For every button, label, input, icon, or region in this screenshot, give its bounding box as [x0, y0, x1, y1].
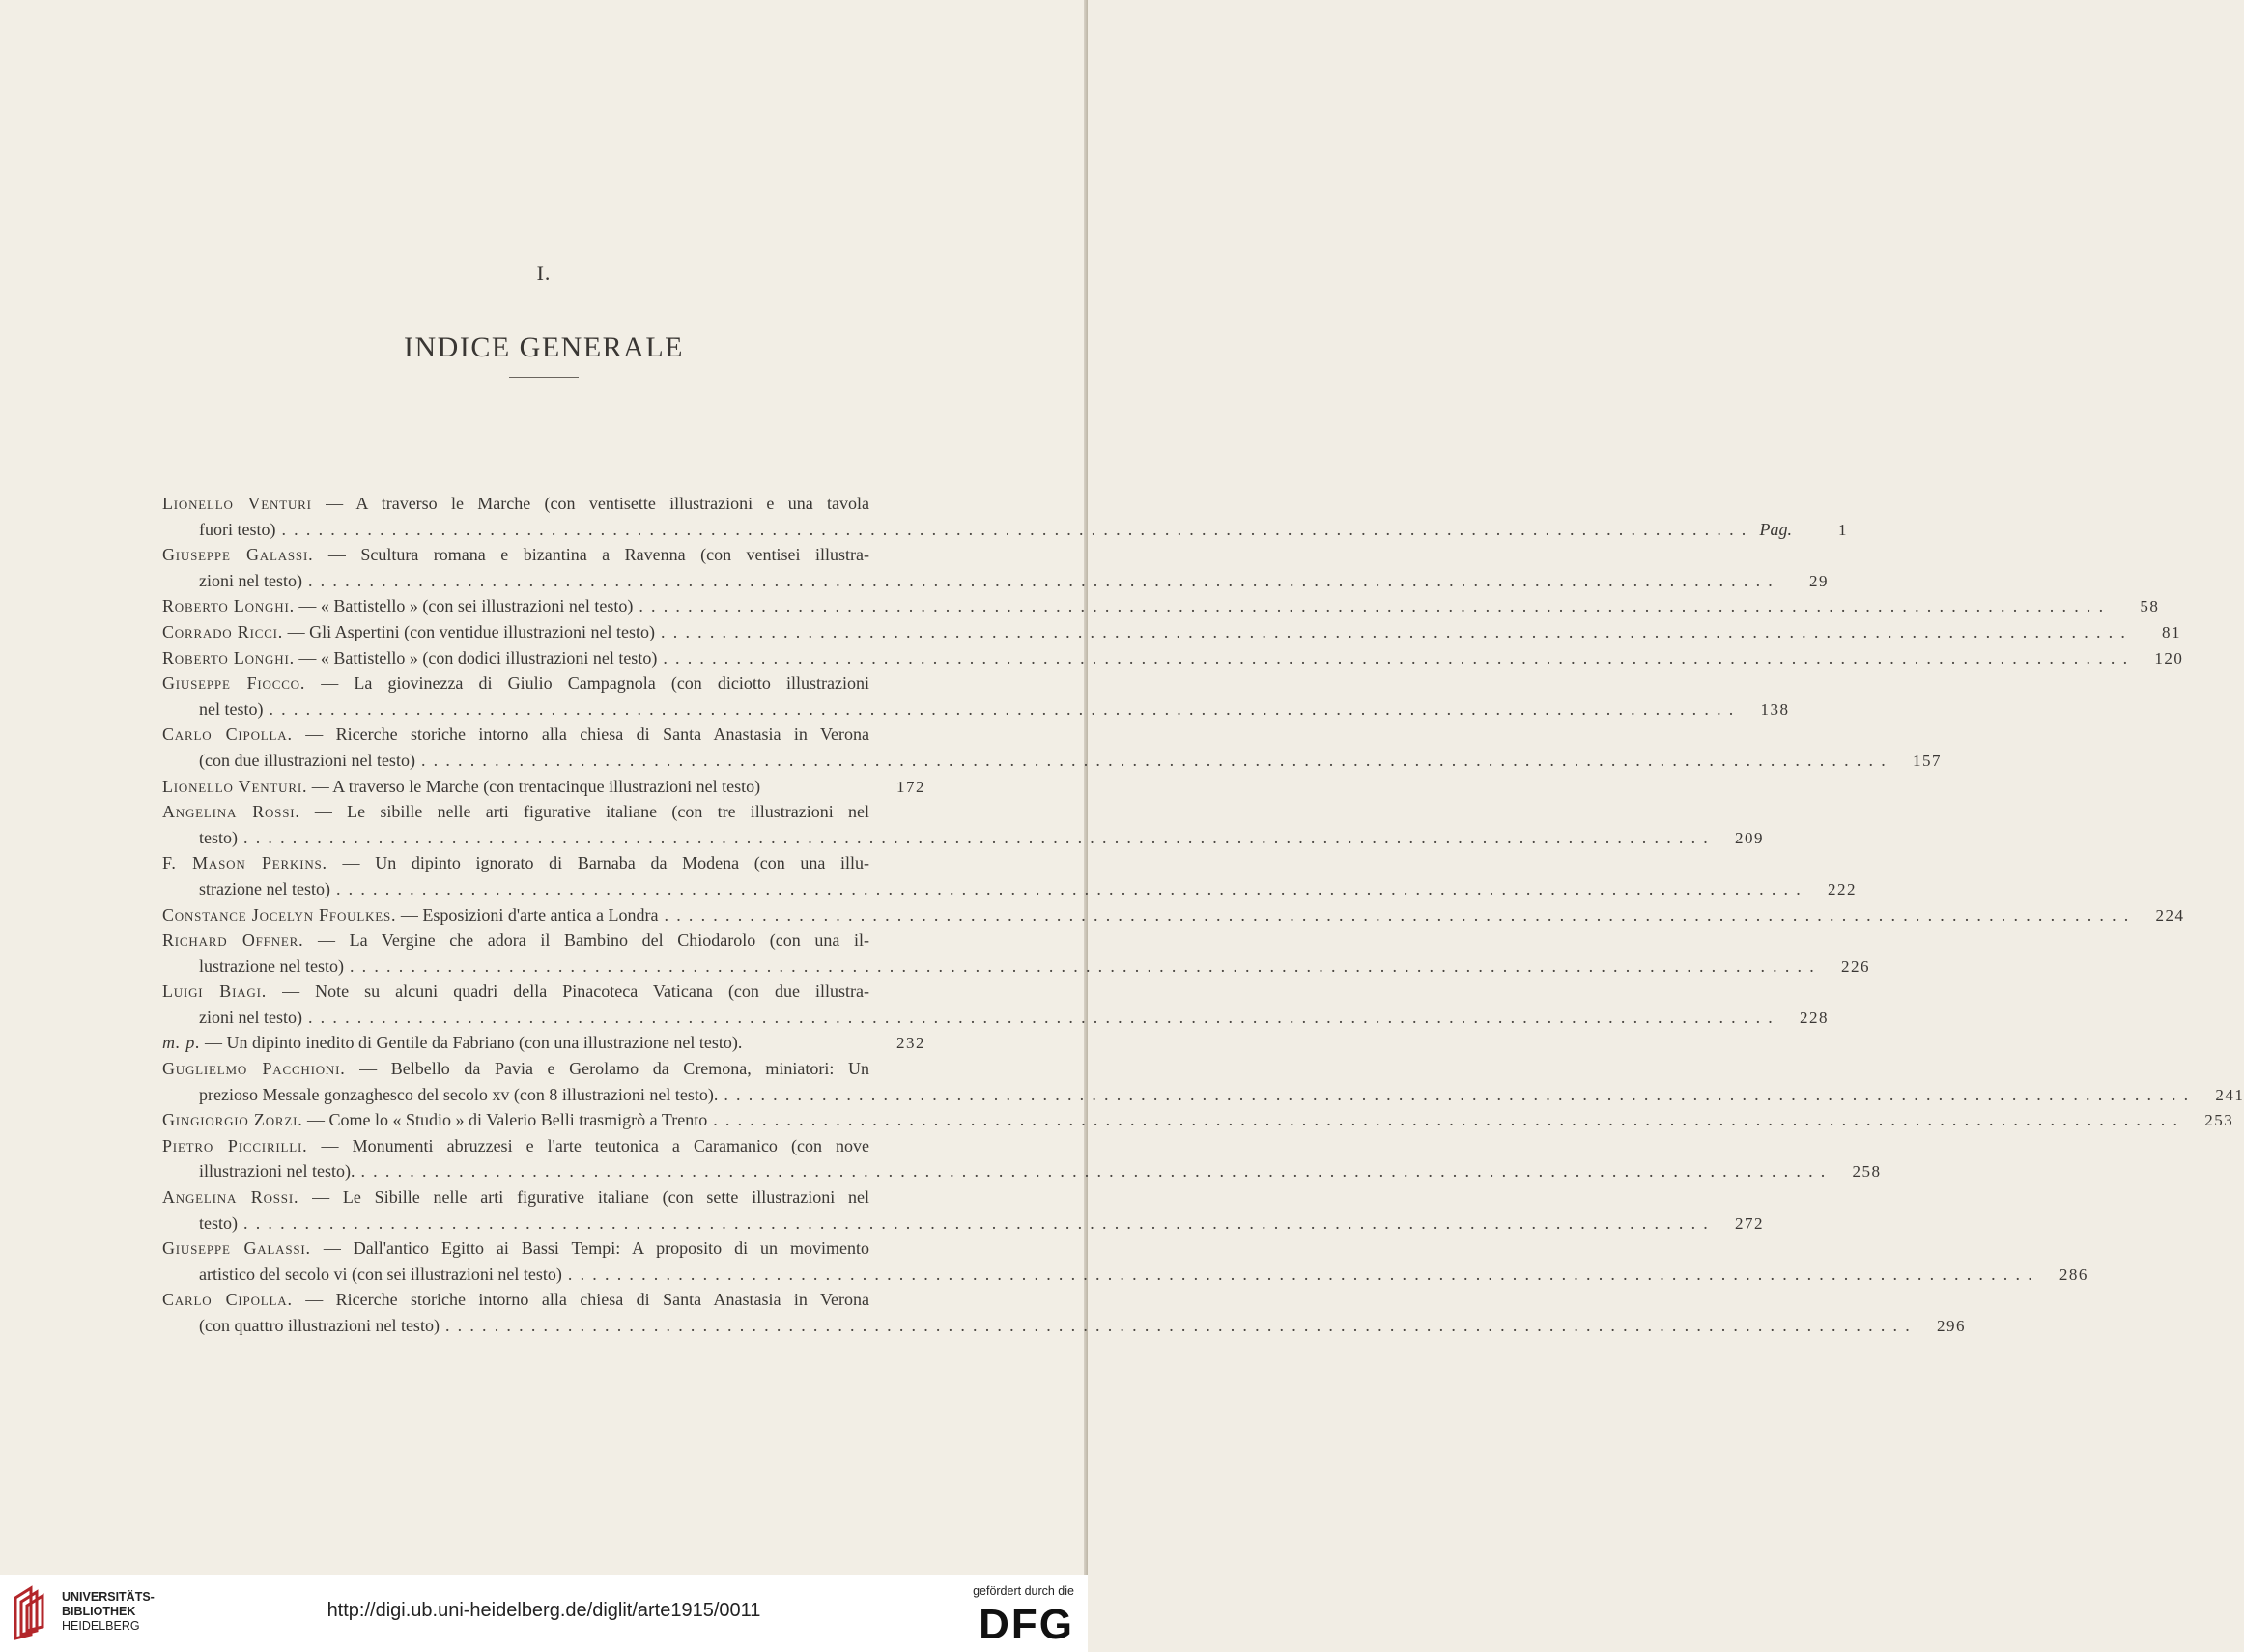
toc-entry-text: [199, 1082, 718, 1108]
toc-entry-text: [199, 568, 302, 594]
dfg-logo: DFG: [979, 1601, 1074, 1648]
toc-title-text: — La Vergine che adora il Bambino del Chiodarolo (con una il-: [318, 930, 870, 951]
toc-entry-text: [199, 1262, 562, 1288]
toc-title-text: — Le Sibille nelle arti figurative italiane (con sette illustrazioni nel: [312, 1187, 870, 1208]
toc-title-text: (con due illustrazioni nel testo): [199, 750, 415, 770]
toc-page-number: 222: [1827, 879, 1857, 898]
toc-title-text: — Ricerche storiche intorno alla chiesa di Santa Anastasia in Verona: [305, 1290, 869, 1310]
toc-entry: [162, 670, 1790, 722]
toc-title-text: (con quattro illustrazioni nel testo): [199, 1316, 440, 1335]
toc-entry: [162, 902, 2185, 928]
toc-entry-line: [162, 1262, 2088, 1288]
toc-title-text: — Le sibille nelle arti figurative italiane (con tre illustrazioni nel: [314, 802, 869, 822]
toc-entry-line: [162, 876, 1857, 902]
toc-title-text: lustrazione nel testo): [199, 955, 344, 976]
toc-author: F. Mason Perkins.: [162, 853, 327, 873]
toc-author: Richard Offner.: [162, 930, 304, 951]
toc-page-number: 296: [1936, 1317, 1966, 1335]
toc-entry: [162, 619, 2182, 645]
source-url-link[interactable]: http://digi.ub.uni-heidelberg.de/diglit/arte1915/0011: [327, 1600, 761, 1621]
toc-entry-line: [162, 927, 925, 954]
toc-title-text: — Ricerche storiche intorno alla chiesa di Santa Anastasia in Verona: [305, 725, 869, 745]
dot-leader: ........................................................................................................................: [713, 1110, 2186, 1130]
toc-title-text: strazione nel testo): [199, 878, 330, 898]
toc-entry-line: [162, 517, 1848, 543]
toc-entry-text: [162, 619, 655, 645]
toc-entry-line: [162, 1158, 1882, 1184]
toc-entry-line: [162, 1184, 925, 1211]
toc-entry-line: [162, 1211, 1764, 1237]
dot-leader: ........................................................................................................................: [420, 750, 1893, 770]
toc-title-text: artistico del secolo vi (con sei illustrazioni nel testo): [199, 1264, 562, 1284]
toc-title-text: nel testo): [199, 698, 264, 719]
toc-entry-line: [162, 1082, 2244, 1108]
toc-entry-text: [199, 697, 263, 723]
funding-label: gefördert durch die: [973, 1584, 1074, 1598]
toc-entry-text: [199, 1158, 355, 1184]
toc-entry-text: [199, 517, 275, 543]
toc-page-number: 224: [2155, 905, 2185, 925]
dot-leader: ........................................................................................................................: [444, 1316, 1917, 1335]
toc-author: Giuseppe Galassi.: [162, 545, 314, 565]
toc-title-text: — La giovinezza di Giulio Campagnola (con diciotto illustrazioni: [321, 673, 869, 694]
toc-page-number: 172: [896, 777, 925, 796]
toc-author: Guglielmo Pacchioni.: [162, 1059, 346, 1079]
toc-title-text: fuori testo): [199, 519, 276, 539]
toc-entry-text: [199, 876, 330, 902]
toc-entry: [162, 645, 2184, 671]
toc-author: Roberto Longhi.: [162, 596, 295, 616]
toc-entry-line: [162, 593, 2160, 619]
toc-entry-text: [162, 1107, 707, 1133]
toc-entry-text: [199, 954, 344, 980]
toc-entry-text: [162, 1030, 742, 1056]
toc-title-text: — A traverso le Marche (con trentacinque illustrazioni nel testo): [311, 776, 761, 796]
toc-author: Carlo Cipolla.: [162, 1290, 293, 1310]
toc-page-number: 1: [1837, 520, 1848, 539]
toc-page-number: 258: [1852, 1162, 1882, 1182]
toc-entry-line: [162, 954, 1870, 980]
dot-leader: ........................................................................................................................: [243, 827, 1716, 847]
toc-entry: [162, 1236, 2088, 1287]
toc-title-text: — Esposizioni d'arte antica a Londra: [400, 904, 659, 925]
toc-title-text: — Scultura romana e bizantina a Ravenna (con ventisei illustra-: [327, 545, 869, 565]
dot-leader: ........................................................................................................................: [335, 878, 1808, 898]
toc-entry-text: [199, 825, 238, 851]
toc-entry-line: [162, 799, 925, 825]
toc-title-text: testo): [199, 827, 238, 847]
toc-entry-line: [162, 1056, 925, 1082]
section-number: I.: [536, 261, 552, 285]
toc-entry-text: [162, 1236, 925, 1262]
toc-author: Angelina Rossi.: [162, 1187, 299, 1208]
toc-author: Roberto Longhi.: [162, 647, 295, 668]
toc-entry: [162, 1107, 2234, 1133]
toc-title-text: — A traverso le Marche (con ventisette illustrazioni e una tavola: [326, 494, 869, 513]
toc-entry-text: [199, 1005, 302, 1031]
toc-entry-text: [162, 850, 925, 876]
toc-page-number: 81: [2162, 622, 2182, 641]
toc-title-text: — Belbello da Pavia e Gerolamo da Cremona, miniatori: Un: [359, 1059, 869, 1079]
toc-title-text: — Un dipinto ignorato di Barnaba da Modena (con una illu-: [342, 853, 870, 873]
toc-author: Pietro Piccirilli.: [162, 1135, 308, 1155]
toc-title-text: — Dall'antico Egitto ai Bassi Tempi: A proposito di un movimento: [323, 1239, 870, 1259]
toc-author: Angelina Rossi.: [162, 802, 300, 822]
toc-entry-line: [162, 1313, 1966, 1339]
dot-leader: ........................................................................................................................: [360, 1161, 1833, 1182]
toc-title-text: zioni nel testo): [199, 570, 302, 590]
toc-entry: [162, 722, 1942, 773]
dot-leader: ........................................................................................................................: [663, 647, 2136, 668]
toc-title-text: testo): [199, 1212, 238, 1233]
toc-title-text: zioni nel testo): [199, 1007, 302, 1027]
toc-entry-line: [162, 542, 925, 568]
toc-entry: [162, 542, 1829, 593]
library-name-line1: UNIVERSITÄTS-: [62, 1590, 155, 1604]
dot-leader: ........................................................................................................................: [567, 1264, 2040, 1284]
dot-leader: ........................................................................................................................: [307, 1007, 1780, 1027]
toc-entry: [162, 850, 1857, 901]
toc-entry-line: [162, 1030, 925, 1056]
toc-entry-line: [162, 1236, 925, 1262]
toc-entry: [162, 774, 925, 800]
toc-entry: [162, 799, 1764, 850]
toc-entry-line: [162, 670, 925, 697]
dot-leader: ........................................................................................................................: [661, 621, 2134, 641]
dot-leader: ........................................................................................................................: [724, 1084, 2197, 1104]
toc-entry-line: [162, 1107, 2234, 1133]
toc-page-number: 138: [1760, 699, 1790, 719]
toc-entry: [162, 927, 1870, 979]
toc-entry-line: [162, 850, 925, 876]
toc-title-text: — « Battistello » (con sei illustrazioni nel testo): [298, 596, 634, 616]
toc-entry: [162, 1030, 925, 1056]
toc-entry-line: [162, 645, 2184, 671]
toc-entry-text: [162, 902, 659, 928]
toc-page-number: 286: [2059, 1265, 2088, 1284]
toc-entry-line: [162, 491, 925, 517]
toc-page-number: 226: [1840, 956, 1870, 976]
title-divider: [509, 377, 579, 378]
toc-entry: [162, 491, 1848, 542]
toc-entry: [162, 593, 2160, 619]
toc-entry-text: [162, 927, 925, 954]
toc-entry-text: [162, 645, 657, 671]
toc-entry-line: [162, 1005, 1829, 1031]
toc-title-text: — Gli Aspertini (con ventidue illustrazioni nel testo): [287, 621, 656, 641]
dot-leader: ........................................................................................................................: [243, 1212, 1716, 1233]
toc-entry-line: [162, 902, 2185, 928]
dot-leader: ........................................................................................................................: [664, 904, 2137, 925]
toc-page-number: 209: [1735, 828, 1764, 847]
toc-entry-text: [162, 799, 925, 825]
toc-page-number: 29: [1808, 571, 1829, 590]
toc-page-number: 253: [2204, 1111, 2234, 1130]
toc-entry-text: [162, 542, 925, 568]
toc-author: Giuseppe Fiocco.: [162, 673, 306, 694]
toc-page-number: 232: [896, 1034, 925, 1053]
toc-entry-text: [199, 1313, 440, 1339]
toc-author: Giuseppe Galassi.: [162, 1239, 311, 1259]
footer-bar: [0, 1575, 1088, 1652]
toc-entry-text: [162, 593, 633, 619]
toc-entry-line: [162, 748, 1942, 774]
toc-entry: [162, 979, 1829, 1030]
toc-page-number: 157: [1912, 751, 1942, 770]
toc-title-text: prezioso Messale gonzaghesco del secolo xv (con 8 illustrazioni nel testo).: [199, 1084, 719, 1104]
toc-entry-text: [162, 722, 925, 748]
toc-entry-line: [162, 774, 925, 800]
toc-title-text: — Come lo « Studio » di Valerio Belli trasmigrò a Trento: [307, 1110, 708, 1130]
toc-entry-text: [199, 1211, 238, 1237]
toc-entry-line: [162, 568, 1829, 594]
toc-entry-line: [162, 979, 925, 1005]
toc-title-text: — Monumenti abruzzesi e l'arte teutonica a Caramanico (con nove: [321, 1135, 870, 1155]
toc-author: Gingiorgio Zorzi.: [162, 1110, 303, 1130]
toc-page-number: 228: [1799, 1008, 1829, 1027]
toc-entry: [162, 1133, 1882, 1184]
toc-page-number: 241: [2215, 1085, 2244, 1104]
toc-page-number: 58: [2140, 597, 2160, 616]
toc-entry-line: [162, 722, 925, 748]
toc-entry-text: [162, 1056, 925, 1082]
toc-author: Constance Jocelyn Ffoulkes.: [162, 904, 397, 925]
dot-leader: ........................................................................................................................: [349, 955, 1822, 976]
toc-entry-line: [162, 619, 2182, 645]
toc-entry-line: [162, 1133, 925, 1159]
dot-leader: ........................................................................................................................: [269, 698, 1742, 719]
dot-leader: ........................................................................................................................: [281, 519, 1754, 539]
toc-author: m. p.: [162, 1033, 201, 1053]
toc-entry-text: [162, 670, 925, 697]
toc-entry-text: [162, 979, 925, 1005]
library-name-line2: BIBLIOTHEK: [62, 1605, 136, 1618]
toc-entry-text: [162, 491, 925, 517]
toc-entry-text: [162, 1133, 925, 1159]
toc-entry: [162, 1056, 2244, 1107]
toc-title-text: — Note su alcuni quadri della Pinacoteca Vaticana (con due illustra-: [282, 982, 869, 1002]
toc-author: Lionello Venturi: [162, 494, 312, 513]
toc-entry-text: [199, 748, 415, 774]
library-name-line3: HEIDELBERG: [62, 1619, 140, 1633]
toc-entry-text: [162, 1184, 925, 1211]
pag-label: Pag.: [1759, 519, 1792, 539]
toc-author: Carlo Cipolla.: [162, 725, 293, 745]
toc-entry-line: [162, 1287, 925, 1313]
page-title: INDICE GENERALE: [404, 331, 684, 364]
toc-entry-line: [162, 825, 1764, 851]
dot-leader: ........................................................................................................................: [307, 570, 1780, 590]
toc-entry: [162, 1184, 1764, 1236]
toc-entry-text: [162, 1287, 925, 1313]
toc-entry-line: [162, 697, 1790, 723]
toc-author: Lionello Venturi.: [162, 776, 308, 796]
toc-page-number: 120: [2154, 648, 2184, 668]
toc-entry: [162, 1287, 1966, 1338]
toc-page-number: 272: [1735, 1213, 1764, 1233]
toc-title-text: — Un dipinto inedito di Gentile da Fabriano (con una illustrazione nel testo).: [205, 1033, 743, 1053]
toc-author: Luigi Biagi.: [162, 982, 268, 1002]
dot-leader: ........................................................................................................................: [639, 596, 2112, 616]
table-of-contents: [162, 491, 2244, 1339]
toc-title-text: — « Battistello » (con dodici illustrazioni nel testo): [298, 647, 658, 668]
toc-author: Corrado Ricci.: [162, 621, 284, 641]
toc-title-text: illustrazioni nel testo).: [199, 1161, 355, 1182]
toc-entry-text: [162, 774, 760, 800]
